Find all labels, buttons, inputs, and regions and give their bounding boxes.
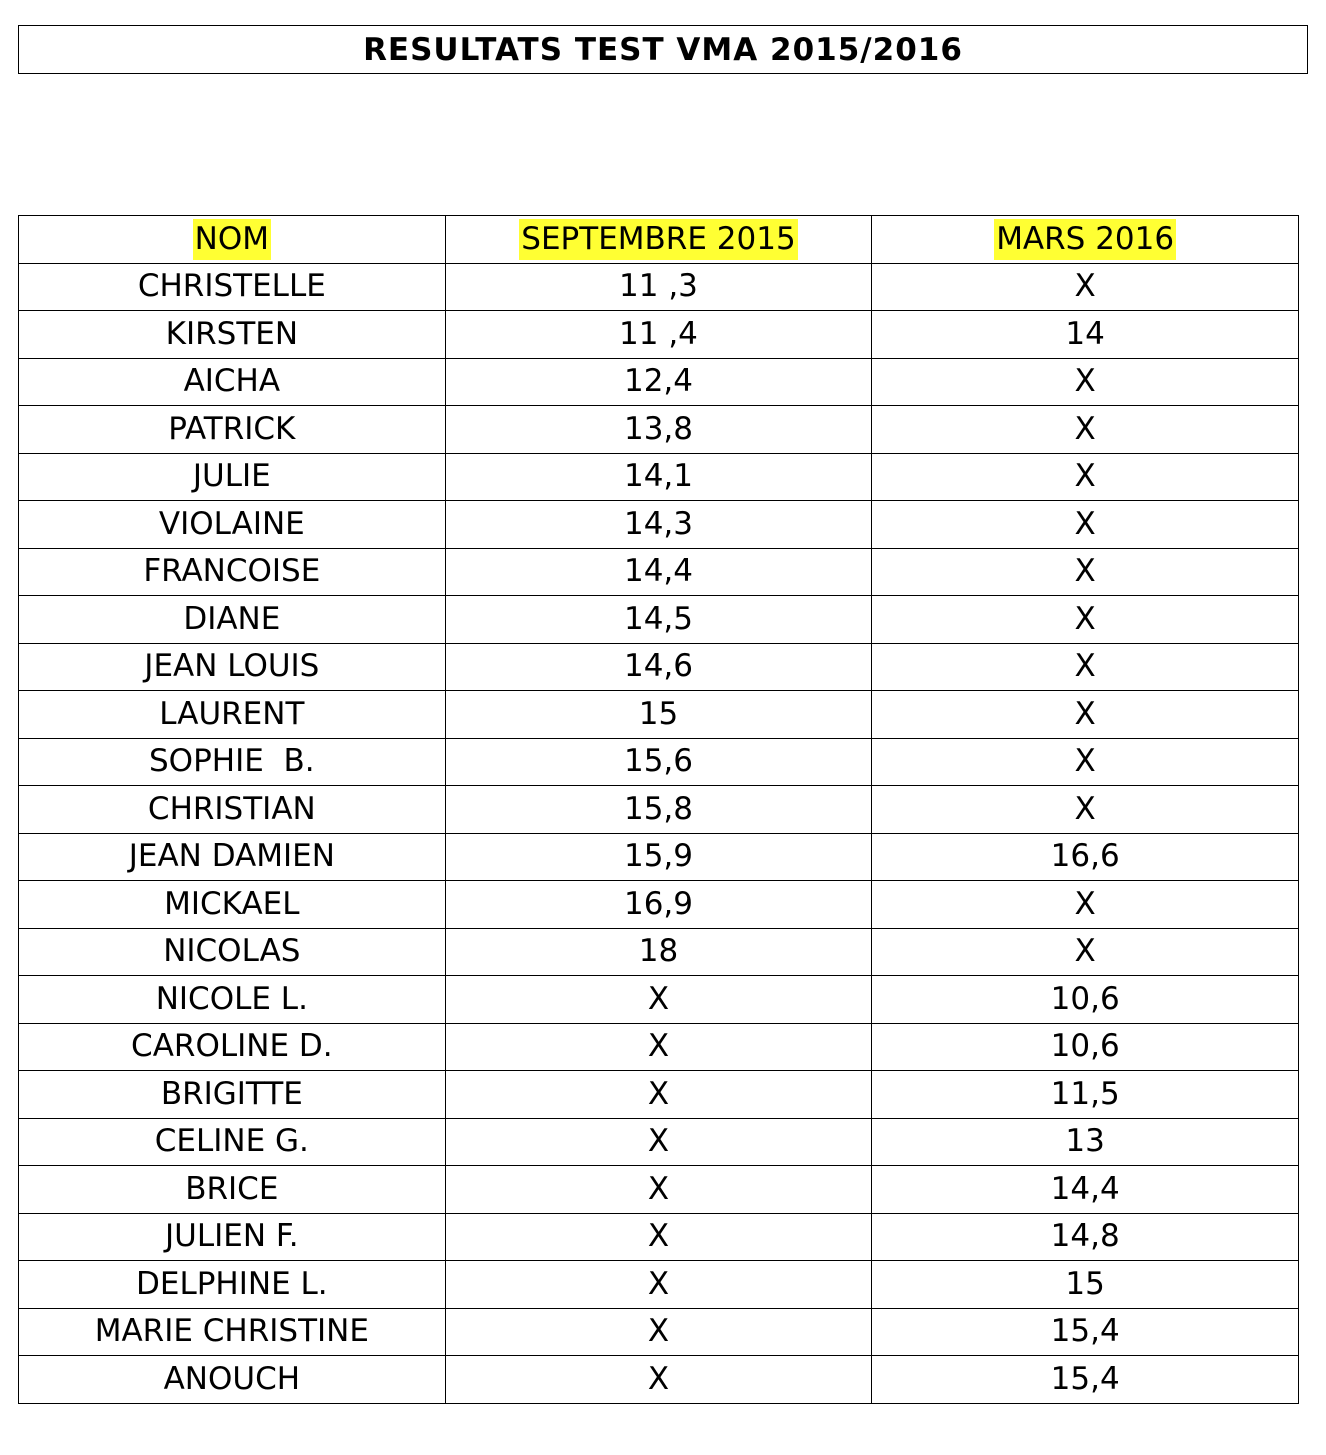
cell-nom: CHRISTIAN	[19, 786, 446, 834]
cell-mars-2016: 15,4	[872, 1308, 1299, 1356]
cell-mars-2016: X	[872, 643, 1299, 691]
cell-septembre-2015: 15,8	[445, 786, 872, 834]
cell-mars-2016: X	[872, 691, 1299, 739]
cell-mars-2016: X	[872, 501, 1299, 549]
cell-septembre-2015: X	[445, 1261, 872, 1309]
cell-mars-2016: X	[872, 548, 1299, 596]
cell-mars-2016: X	[872, 453, 1299, 501]
cell-mars-2016: 10,6	[872, 976, 1299, 1024]
table-row	[19, 311, 1299, 359]
cell-mars-2016: 14	[872, 311, 1299, 359]
cell-nom: MICKAEL	[19, 881, 446, 929]
cell-septembre-2015: 12,4	[445, 358, 872, 406]
cell-septembre-2015: X	[445, 1356, 872, 1404]
cell-nom: NICOLE L.	[19, 976, 446, 1024]
cell-mars-2016: X	[872, 406, 1299, 454]
cell-nom: MARIE CHRISTINE	[19, 1308, 446, 1356]
table-row	[19, 1356, 1299, 1404]
cell-septembre-2015: 11 ,3	[445, 263, 872, 311]
cell-mars-2016: X	[872, 881, 1299, 929]
cell-septembre-2015: 14,4	[445, 548, 872, 596]
results-body	[19, 263, 1299, 1403]
table-row	[19, 453, 1299, 501]
table-row	[19, 596, 1299, 644]
cell-nom: CHRISTELLE	[19, 263, 446, 311]
cell-septembre-2015: X	[445, 1118, 872, 1166]
cell-nom: JEAN DAMIEN	[19, 833, 446, 881]
cell-septembre-2015: 11 ,4	[445, 311, 872, 359]
table-row	[19, 786, 1299, 834]
header-label-mars-2016: MARS 2016	[994, 219, 1176, 260]
cell-nom: PATRICK	[19, 406, 446, 454]
cell-nom: JULIE	[19, 453, 446, 501]
header-label-septembre-2015: SEPTEMBRE 2015	[519, 219, 797, 260]
cell-septembre-2015: X	[445, 1213, 872, 1261]
cell-nom: NICOLAS	[19, 928, 446, 976]
cell-nom: DIANE	[19, 596, 446, 644]
table-row	[19, 1213, 1299, 1261]
table-row	[19, 406, 1299, 454]
table-row	[19, 548, 1299, 596]
cell-septembre-2015: X	[445, 976, 872, 1024]
cell-mars-2016: 15,4	[872, 1356, 1299, 1404]
table-row	[19, 643, 1299, 691]
cell-mars-2016: 16,6	[872, 833, 1299, 881]
cell-mars-2016: X	[872, 263, 1299, 311]
cell-septembre-2015: X	[445, 1166, 872, 1214]
cell-mars-2016: 15	[872, 1261, 1299, 1309]
cell-septembre-2015: X	[445, 1023, 872, 1071]
cell-septembre-2015: X	[445, 1071, 872, 1119]
cell-nom: CAROLINE D.	[19, 1023, 446, 1071]
header-cell-nom	[19, 216, 446, 264]
cell-septembre-2015: 15,9	[445, 833, 872, 881]
table-row	[19, 1023, 1299, 1071]
cell-nom: KIRSTEN	[19, 311, 446, 359]
cell-septembre-2015: 14,3	[445, 501, 872, 549]
cell-nom: JEAN LOUIS	[19, 643, 446, 691]
table-row	[19, 1118, 1299, 1166]
cell-nom: FRANCOISE	[19, 548, 446, 596]
cell-septembre-2015: 14,5	[445, 596, 872, 644]
document-title: RESULTATS TEST VMA 2015/2016	[363, 31, 963, 68]
cell-septembre-2015: 13,8	[445, 406, 872, 454]
table-row	[19, 928, 1299, 976]
cell-nom: SOPHIE B.	[19, 738, 446, 786]
cell-septembre-2015: 15,6	[445, 738, 872, 786]
table-row	[19, 738, 1299, 786]
cell-mars-2016: X	[872, 928, 1299, 976]
cell-nom: JULIEN F.	[19, 1213, 446, 1261]
cell-septembre-2015: 18	[445, 928, 872, 976]
table-row	[19, 976, 1299, 1024]
table-row	[19, 501, 1299, 549]
cell-mars-2016: 10,6	[872, 1023, 1299, 1071]
cell-mars-2016: X	[872, 358, 1299, 406]
cell-nom: BRICE	[19, 1166, 446, 1214]
header-cell-mars-2016	[872, 216, 1299, 264]
results-table	[18, 215, 1299, 1404]
table-row	[19, 1261, 1299, 1309]
table-row	[19, 833, 1299, 881]
table-row	[19, 1166, 1299, 1214]
table-row	[19, 1308, 1299, 1356]
cell-mars-2016: X	[872, 738, 1299, 786]
cell-mars-2016: 14,8	[872, 1213, 1299, 1261]
header-row	[19, 216, 1299, 264]
cell-mars-2016: 14,4	[872, 1166, 1299, 1214]
header-label-nom: NOM	[193, 219, 271, 260]
cell-nom: LAURENT	[19, 691, 446, 739]
cell-nom: CELINE G.	[19, 1118, 446, 1166]
cell-nom: DELPHINE L.	[19, 1261, 446, 1309]
table-row	[19, 358, 1299, 406]
cell-septembre-2015: 16,9	[445, 881, 872, 929]
cell-nom: AICHA	[19, 358, 446, 406]
cell-mars-2016: 11,5	[872, 1071, 1299, 1119]
cell-septembre-2015: X	[445, 1308, 872, 1356]
cell-mars-2016: X	[872, 596, 1299, 644]
header-cell-septembre-2015	[445, 216, 872, 264]
table-row	[19, 691, 1299, 739]
table-row	[19, 1071, 1299, 1119]
cell-nom: BRIGITTE	[19, 1071, 446, 1119]
cell-septembre-2015: 14,1	[445, 453, 872, 501]
cell-nom: VIOLAINE	[19, 501, 446, 549]
table-row	[19, 263, 1299, 311]
cell-septembre-2015: 14,6	[445, 643, 872, 691]
title-box	[18, 25, 1308, 74]
cell-mars-2016: 13	[872, 1118, 1299, 1166]
table-row	[19, 881, 1299, 929]
cell-septembre-2015: 15	[445, 691, 872, 739]
cell-nom: ANOUCH	[19, 1356, 446, 1404]
cell-mars-2016: X	[872, 786, 1299, 834]
